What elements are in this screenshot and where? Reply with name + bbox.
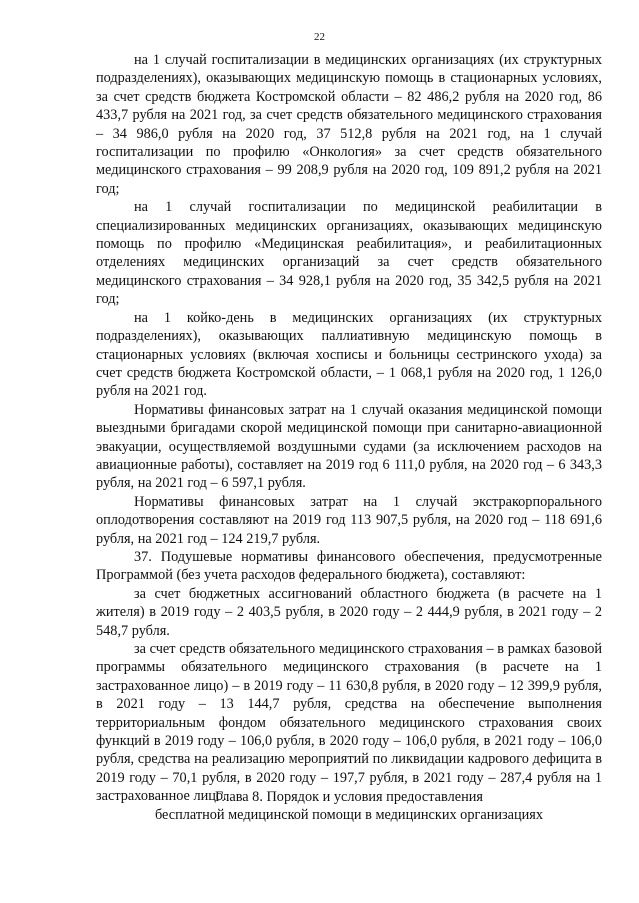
paragraph-palliative-cost: на 1 койко-день в медицинских организациях (их структурных подразделениях), оказывающих паллиативную медицинскую помощь в стационарных условиях (включая хосписы и больницы сестринского ухода) за счет средств бюджета Костромской области, – 1 068,1 рубля на 2020 год, 1 126,0 рубля на 2021 год. bbox=[96, 309, 602, 400]
chapter-heading bbox=[96, 788, 602, 825]
chapter-heading-line-1: Глава 8. Порядок и условия предоставления bbox=[215, 789, 483, 805]
chapter-heading-line-2: бесплатной медицинской помощи в медицинских организациях bbox=[154, 807, 544, 824]
paragraph-regional-budget-norm: за счет бюджетных ассигнований областного бюджета (в расчете на 1 жителя) в 2019 году – 2 403,5 рубля, в 2020 году – 2 444,9 рубля, в 2021 году – 2 548,7 рубля. bbox=[96, 585, 602, 639]
paragraph-air-ambulance-cost: Нормативы финансовых затрат на 1 случай оказания медицинской помощи выездными бригадами скорой медицинской помощи при санитарно-авиационной эвакуации, осуществляемой воздушными судами (за исключением расходов на авиационные работы), составляет на 2019 год 6 111,0 рубля, на 2020 год – 6 343,3 рубля, на 2021 год – 6 597,1 рубля. bbox=[96, 401, 602, 492]
paragraph-hospitalization-cost: на 1 случай госпитализации в медицинских организациях (их структурных подразделениях), оказывающих медицинскую помощь в стационарных условиях, за счет средств бюджета Костромской области – 82 486,2 рубля на 2020 год, 86 433,7 рубля на 2021 год, за счет средств обязательного медицинского страхования – 34 986,0 рубля на 2020 год, 37 512,8 рубля на 2021 год, на 1 случай госпитализации по профилю «Онкология» за счет средств обязательного медицинского страхования – 99 208,9 рубля на 2020 год, 109 891,2 рубля на 2021 год; bbox=[96, 52, 602, 197]
page-number: 22 bbox=[314, 31, 325, 43]
paragraph-ivf-cost: Нормативы финансовых затрат на 1 случай экстракорпорального оплодотворения составляют на 2019 год 113 907,5 рубля, на 2020 год – 118 691,6 рубля, на 2021 год – 124 219,7 рубля. bbox=[96, 493, 602, 547]
body-text bbox=[96, 51, 602, 806]
paragraph-insurance-norm: за счет средств обязательного медицинского страхования – в рамках базовой программы обязательного медицинского страхования (в расчете на 1 застрахованное лицо) – в 2019 году – 11 630,8 рубля, в 2020 году – 12 399,9 рубля, в 2021 году – 13 144,7 рубля, средства на обеспечение выполнения территориальным фондом обязательного медицинского страхования своих функций в 2019 году – 106,0 рубля, в 2020 году – 106,0 рубля, в 2021 году – 106,0 рубля, средства на реализацию мероприятий по ликвидации кадрового дефицита в 2019 году – 70,1 рубля, в 2020 году – 197,7 рубля, в 2021 году – 287,4 рубля на 1 застрахованное лицо. bbox=[96, 641, 602, 805]
paragraph-rehabilitation-cost: на 1 случай госпитализации по медицинской реабилитации в специализированных медицинских организациях, оказывающих медицинскую помощь по профилю «Медицинская реабилитация», и реабилитационных отделениях медицинских организаций за счет средств обязательного медицинского страхования – 34 928,1 рубля на 2020 год, 35 342,5 рубля на 2021 год; bbox=[96, 199, 602, 308]
paragraph-per-capita-norms: 37. Подушевые нормативы финансового обеспечения, предусмотренные Программой (без учета расходов федерального бюджета), составляют: bbox=[96, 548, 602, 584]
